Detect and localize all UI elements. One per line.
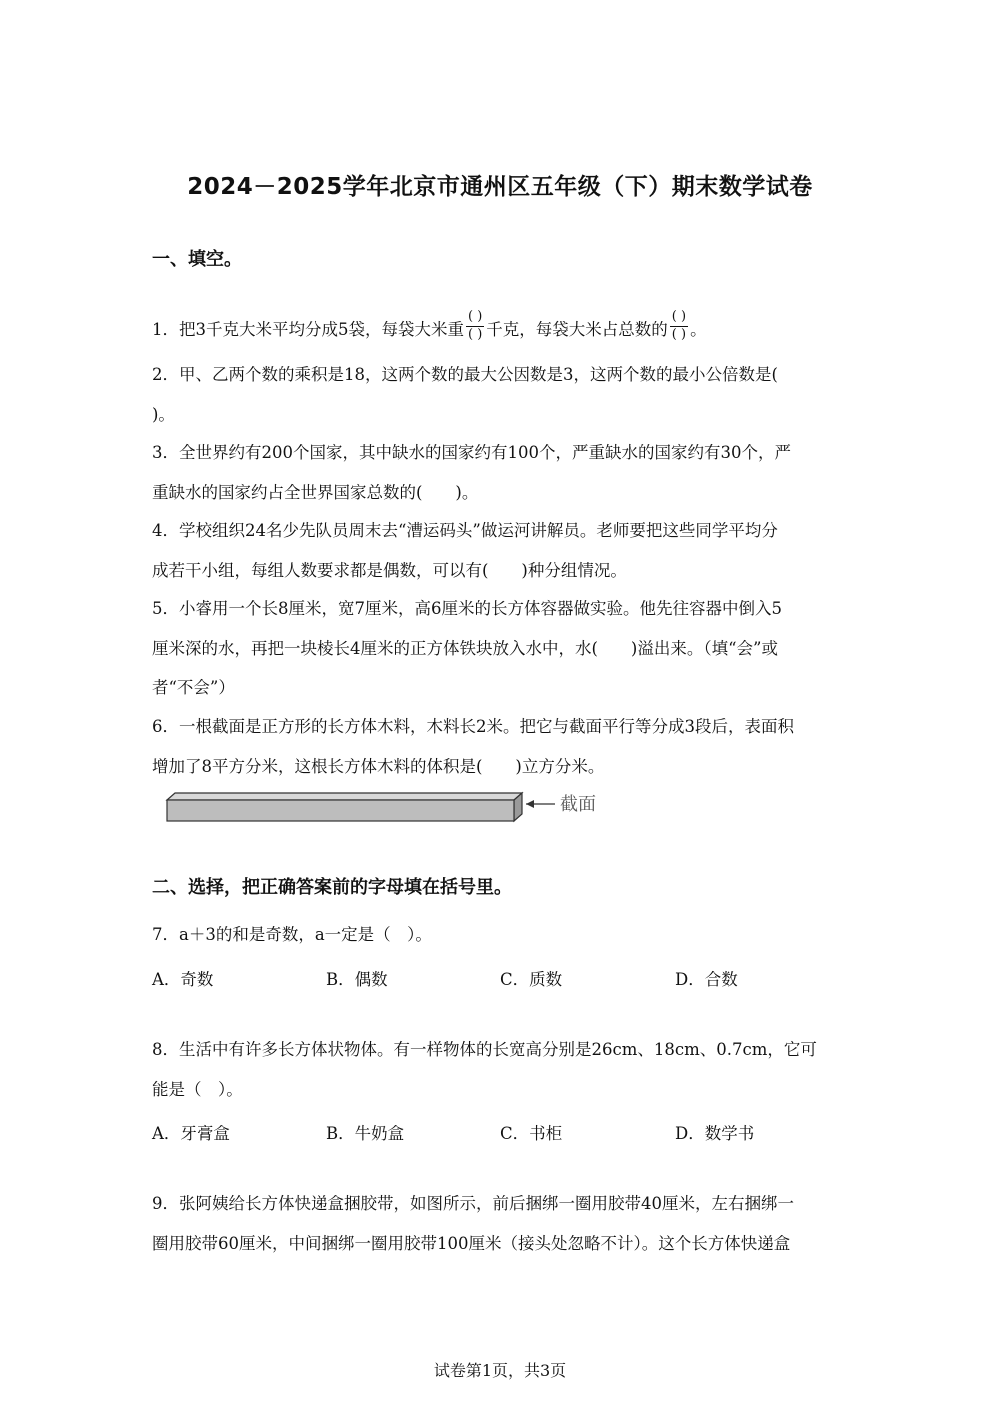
fraction-numerator: ( ) (468, 309, 483, 324)
page-title: 2024－2025学年北京市通州区五年级（下）期末数学试卷 (187, 174, 813, 200)
question-1-text-b: 千克，每袋大米占总数的 (486, 319, 668, 339)
question-5-line-2: 厘米深的水，再把一块棱长4厘米的正方体铁块放入水中，水( )溢出来。（填“会”或 (152, 639, 778, 658)
fraction-denominator: ( ) (671, 326, 687, 342)
question-7-stem: 7．a＋3的和是奇数，a一定是（ ）。 (152, 925, 432, 944)
arrow-head-icon (526, 800, 534, 808)
q7-option-c: C．质数 (500, 970, 563, 989)
question-1 (152, 309, 707, 347)
question-6-line-2: 增加了8平方分米，这根长方体木料的体积是( )立方分米。 (152, 757, 605, 776)
q8-option-a: A．牙膏盒 (152, 1124, 230, 1143)
question-3-line-2: 重缺水的国家约占全世界国家总数的( )。 (152, 483, 479, 502)
question-4-line-2: 成若干小组，每组人数要求都是偶数，可以有( )种分组情况。 (152, 561, 627, 580)
q7-option-d: D．合数 (675, 970, 738, 989)
fraction-blank-2 (670, 310, 688, 343)
bar-front-face (167, 800, 514, 821)
question-5-line-1: 5．小睿用一个长8厘米，宽7厘米，高6厘米的长方体容器做实验。他先往容器中倒入5 (152, 599, 782, 618)
fraction-blank-1 (466, 310, 484, 343)
fraction-numerator: ( ) (671, 309, 687, 324)
figure-label-cross-section: 截面 (560, 794, 596, 815)
q8-option-d: D．数学书 (675, 1124, 755, 1143)
question-9-line-2: 圈用胶带60厘米，中间捆绑一圈用胶带100厘米（接头处忽略不计）。这个长方体快递盒 (152, 1234, 791, 1253)
q8-option-c: C．书柜 (500, 1124, 563, 1143)
q7-option-a: A．奇数 (152, 970, 214, 989)
question-5-line-3: 者“不会”） (152, 678, 235, 697)
fraction-denominator: ( ) (468, 326, 483, 342)
question-2-line-1: 2．甲、乙两个数的乘积是18，这两个数的最大公因数是3，这两个数的最小公倍数是( (152, 365, 778, 384)
question-4-line-1: 4．学校组织24名少先队员周末去“漕运码头”做运河讲解员。老师要把这些同学平均分 (152, 521, 778, 540)
page-footer: 试卷第1页，共3页 (433, 1361, 567, 1380)
question-2-line-2: )。 (152, 405, 175, 424)
question-9-line-1: 9．张阿姨给长方体快递盒捆胶带，如图所示，前后捆绑一圈用胶带40厘米，左右捆绑一 (152, 1194, 794, 1213)
q7-option-b: B．偶数 (326, 970, 388, 989)
bar-top-face (167, 793, 522, 800)
section-heading-multiple-choice: 二、选择，把正确答案前的字母填在括号里。 (152, 877, 512, 898)
question-1-text-c: 。 (690, 319, 707, 339)
question-1-text-a: 1．把3千克大米平均分成5袋，每袋大米重 (152, 319, 464, 339)
section-heading-fill-in: 一、填空。 (152, 249, 242, 270)
question-8-line-2: 能是（ ）。 (152, 1080, 243, 1099)
wood-bar-figure (165, 790, 615, 830)
q8-option-b: B．牛奶盒 (326, 1124, 405, 1143)
question-6-line-1: 6．一根截面是正方形的长方体木料，木料长2米。把它与截面平行等分成3段后，表面积 (152, 717, 794, 736)
question-8-line-1: 8．生活中有许多长方体状物体。有一样物体的长宽高分别是26cm、18cm、0.7cm，它可 (152, 1040, 817, 1059)
question-3-line-1: 3．全世界约有200个国家，其中缺水的国家约有100个，严重缺水的国家约有30个，严 (152, 443, 791, 462)
